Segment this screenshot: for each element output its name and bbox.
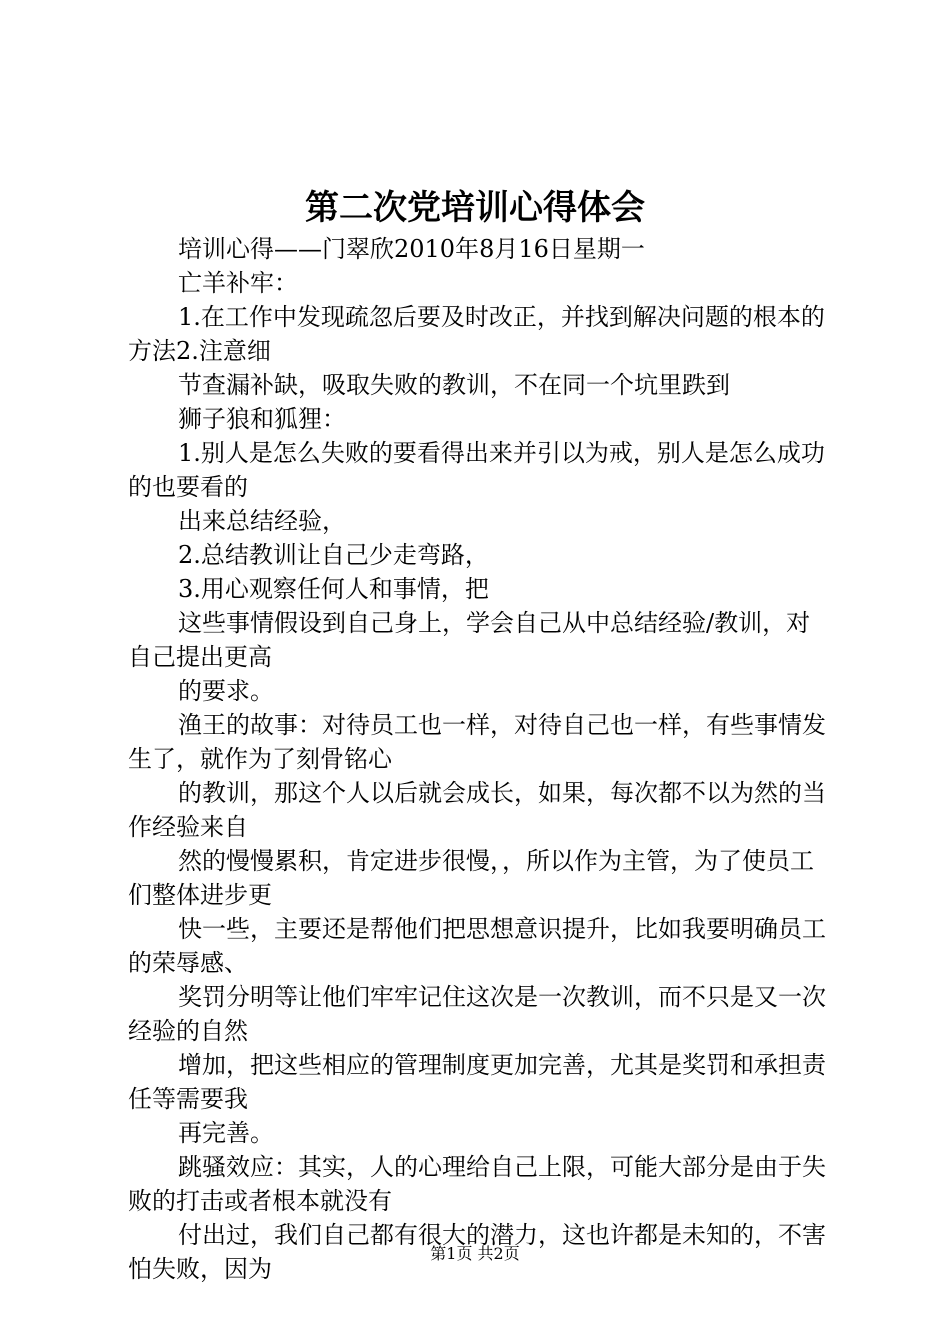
paragraph: 再完善。 (178, 1119, 274, 1147)
paragraph: 然的慢慢累积，肯定进步很慢，，所以作为主管，为了使员工们整体进步更 (128, 847, 814, 909)
page-footer: 第1页 共2页 (430, 1244, 520, 1263)
paragraph: 培训心得——门翠欣2010年8月16日星期一 (178, 235, 645, 263)
paragraph: 节查漏补缺，吸取失败的教训，不在同一个坑里跌到 (178, 371, 730, 399)
paragraph: 奖罚分明等让他们牢牢记住这次是一次教训，而不只是又一次经验的自然 (128, 983, 826, 1045)
paragraph: 快一些，主要还是帮他们把思想意识提升，比如我要明确员工的荣辱感、 (128, 915, 826, 977)
paragraph: 1.在工作中发现疏忽后要及时改正，并找到解决问题的根本的方法2.注意细 (128, 303, 825, 365)
paragraph: 亡羊补牢： (178, 269, 298, 297)
paragraph: 付出过，我们自己都有很大的潜力，这也许都是未知的，不害怕失败，因为 (128, 1221, 826, 1283)
paragraph: 这些事情假设到自己身上，学会自己从中总结经验/教训，对自己提出更高 (128, 609, 811, 671)
paragraph: 的教训，那这个人以后就会成长，如果，每次都不以为然的当作经验来自 (128, 779, 826, 841)
paragraph: 2.总结教训让自己少走弯路， (178, 541, 489, 569)
paragraph: 3.用心观察任何人和事情，把 (178, 575, 489, 603)
paragraph: 1.别人是怎么失败的要看得出来并引以为戒，别人是怎么成功的也要看的 (128, 439, 825, 501)
document-body (128, 232, 828, 1286)
paragraph: 狮子狼和狐狸： (178, 405, 346, 433)
paragraph: 增加，把这些相应的管理制度更加完善，尤其是奖罚和承担责任等需要我 (128, 1051, 826, 1113)
paragraph: 出来总结经验， (178, 507, 346, 535)
paragraph: 跳骚效应：其实，人的心理给自己上限，可能大部分是由于失败的打击或者根本就没有 (128, 1153, 826, 1215)
paragraph: 渔王的故事：对待员工也一样，对待自己也一样，有些事情发生了，就作为了刻骨铭心 (128, 711, 826, 773)
document-title: 第二次党培训心得体会 (305, 188, 645, 228)
paragraph: 的要求。 (178, 677, 274, 705)
